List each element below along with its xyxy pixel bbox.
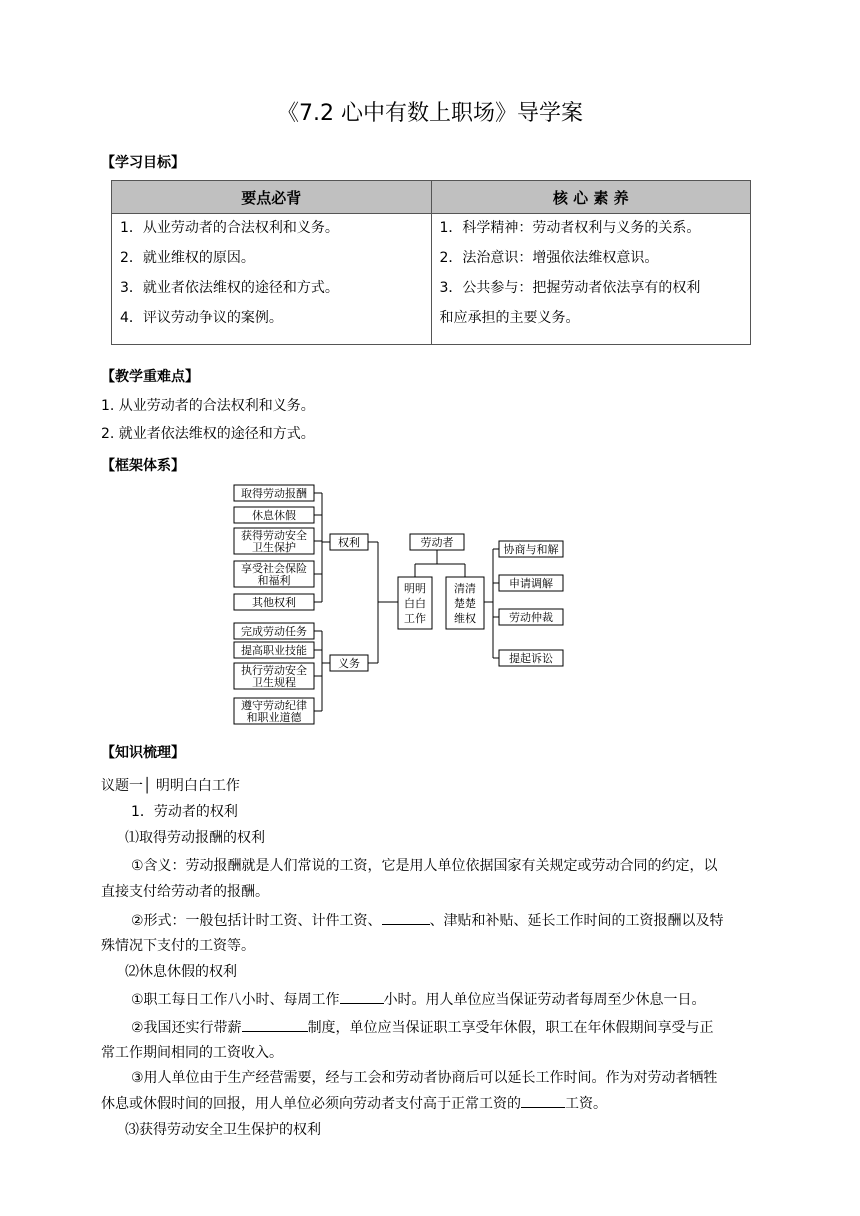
paragraph-line [101,1093,607,1114]
fill-blank[interactable] [382,910,430,925]
framework-diagram [226,480,571,730]
fill-blank[interactable] [521,1093,565,1108]
diagram-method: 协商与和解 [503,543,559,556]
diagram-qingqing-text: 楚楚 [454,597,476,610]
diagram-qingqing-text: 维权 [454,612,476,625]
diagram-right-item: 其他权利 [252,596,296,609]
subheading: ⑵休息休假的权利 [125,964,237,980]
diagram-right-item: 享受社会保险 [241,562,307,575]
goals-left-cell [112,214,432,345]
diagram-mingming-text: 明明 [404,582,426,595]
paragraph-line [131,910,724,931]
keypoint-item: 2. 就业者依法维权的途径和方式。 [101,426,315,442]
subheading: ⑶获得劳动安全卫生保护的权利 [125,1122,321,1138]
diagram-right-item: 获得劳动安全 [241,529,307,542]
paragraph-text: 工资。 [565,1096,607,1112]
topic-heading: 议题一│ 明明白白工作 [101,778,240,794]
goals-left-item: 2．就业维权的原因。 [120,250,255,266]
diagram-right-item: 和福利 [257,574,291,587]
paragraph-text: 制度，单位应当保证职工享受年休假，职工在年休假期间享受与正 [307,1020,714,1036]
keypoint-item: 1. 从业劳动者的合法权利和义务。 [101,398,315,414]
paragraph-line: 常工作期间相同的工资收入。 [101,1045,283,1061]
paragraph-line [131,1017,714,1038]
subheading: ⑴取得劳动报酬的权利 [125,830,265,846]
paragraph-text: ②形式：一般包括计时工资、计件工资、 [131,913,382,929]
page-title: 《7.2 心中有数上职场》导学案 [277,101,583,126]
subheading: 1．劳动者的权利 [131,804,238,820]
fill-blank[interactable] [242,1017,308,1032]
goals-table [111,180,751,345]
diagram-duty-item: 和职业道德 [246,711,302,724]
diagram-right-item: 取得劳动报酬 [241,487,307,500]
diagram-duty-item: 卫生规程 [252,676,296,689]
goals-right-item: 2．法治意识：增强依法维权意识。 [439,250,659,266]
diagram-rights-node: 权利 [338,536,360,549]
diagram-method: 劳动仲裁 [509,611,553,624]
goals-left-item: 1．从业劳动者的合法权利和义务。 [120,220,339,236]
section-goals-heading: 【学习目标】 [101,155,185,171]
section-knowledge-heading: 【知识梳理】 [101,745,185,761]
diagram-duties-node: 义务 [338,657,360,670]
diagram-mingming-text: 工作 [404,612,426,625]
paragraph-text: ①职工每日工作八小时、每周工作 [131,992,340,1008]
paragraph-line: ①含义：劳动报酬就是人们常说的工资，它是用人单位依据国家有关规定或劳动合同的约定，以 [131,858,718,874]
diagram-worker-node: 劳动者 [420,536,454,549]
diagram-mingming-text: 白白 [404,597,426,610]
diagram-duty-item: 提高职业技能 [241,644,307,657]
paragraph-text: 休息或休假时间的回报，用人单位必须向劳动者支付高于正常工资的 [101,1096,521,1112]
diagram-method: 申请调解 [509,577,553,590]
diagram-right-item: 卫生保护 [252,541,296,554]
goals-left-item: 3．就业者依法维权的途径和方式。 [120,280,339,296]
fill-blank[interactable] [340,989,384,1004]
diagram-right-item: 休息休假 [252,509,296,522]
diagram-method: 提起诉讼 [509,652,553,665]
paragraph-line: ③用人单位由于生产经营需要，经与工会和劳动者协商后可以延长工作时间。作为对劳动者牺牲 [131,1070,718,1086]
goals-header-right: 核 心 素 养 [431,181,751,214]
diagram-duty-item: 完成劳动任务 [241,625,307,638]
diagram-duty-item: 遵守劳动纪律 [241,699,307,712]
goals-header-left: 要点必背 [112,181,432,214]
diagram-qingqing-text: 清清 [454,582,476,595]
section-framework-heading: 【框架体系】 [101,458,185,474]
goals-right-item: 1．科学精神：劳动者权利与义务的关系。 [439,220,701,236]
paragraph-text: 、津贴和补贴、延长工作时间的工资报酬以及特 [429,913,724,929]
diagram-duty-item: 执行劳动安全 [241,664,307,677]
paragraph-text: 小时。用人单位应当保证劳动者每周至少休息一日。 [383,992,706,1008]
paragraph-line: 直接支付给劳动者的报酬。 [101,884,269,900]
paragraph-line: 殊情况下支付的工资等。 [101,938,255,954]
goals-right-item: 和应承担的主要义务。 [439,310,580,326]
paragraph-text: ②我国还实行带薪 [131,1020,242,1036]
goals-left-item: 4．评议劳动争议的案例。 [120,310,283,326]
goals-right-item: 3．公共参与：把握劳动者依法享有的权利 [439,280,701,296]
section-keypoints-heading: 【教学重难点】 [101,369,199,385]
goals-right-cell [431,214,751,345]
paragraph-line [131,989,706,1010]
